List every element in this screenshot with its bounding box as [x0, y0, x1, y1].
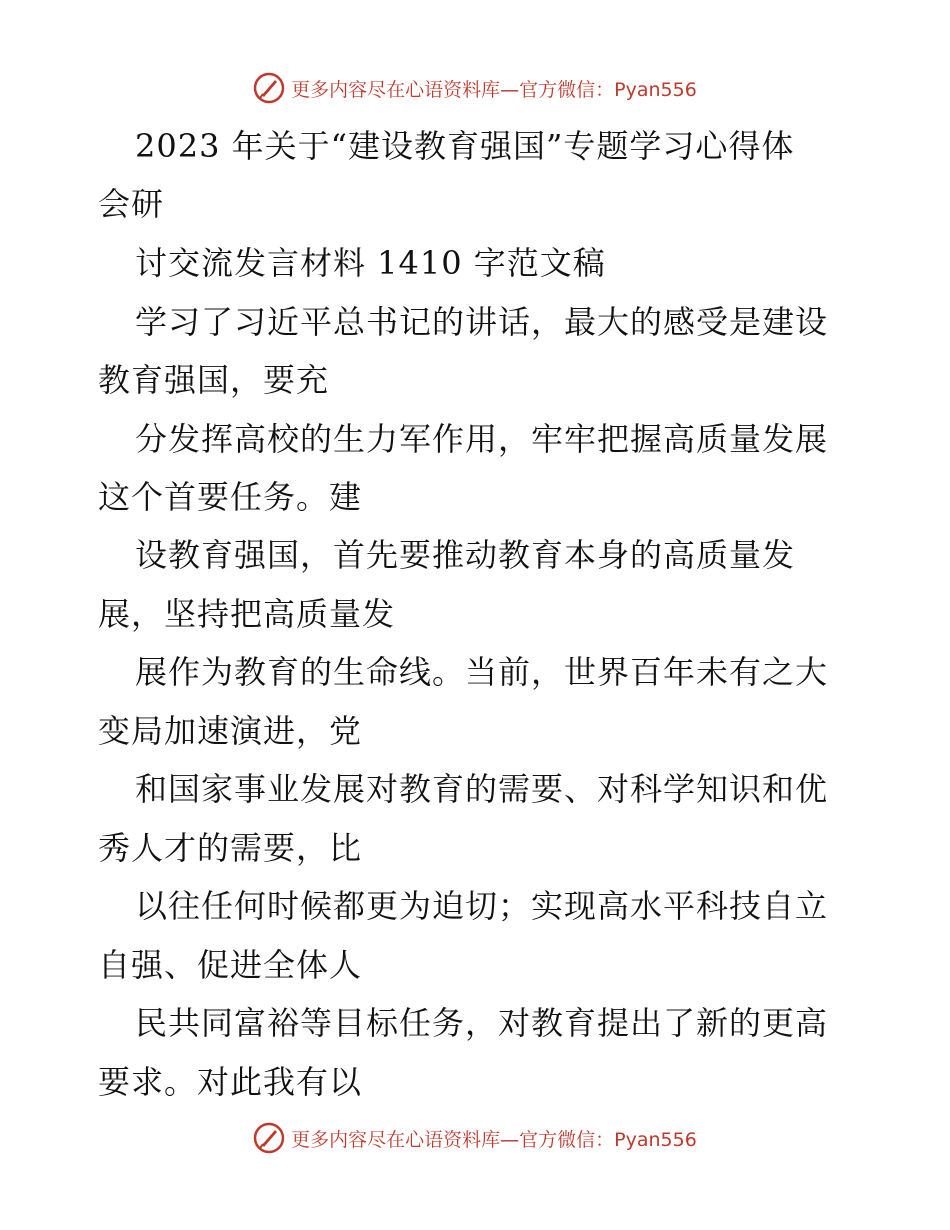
text-line: 和国家事业发展对教育的需要、对科学知识和优 [135, 770, 829, 808]
text-line: 学习了习近平总书记的讲话，最大的感受是建设 [135, 303, 829, 341]
text-line: 2023 年关于“建设教育强国”专题学习心得体 [135, 127, 795, 165]
banner-main: 更多内容尽在心语资料库 [291, 1128, 501, 1151]
text-line: 变局加速演进，党 [98, 712, 363, 750]
text-line: 这个首要任务。建 [98, 478, 363, 516]
header-watermark [0, 72, 950, 104]
text-line: 展作为教育的生命线。当前，世界百年未有之大 [135, 653, 829, 691]
quill-logo-icon [253, 72, 285, 104]
text-line: 讨交流发言材料 1410 字范文稿 [135, 244, 606, 282]
banner-main: 更多内容尽在心语资料库 [291, 78, 501, 101]
text-line: 设教育强国，首先要推动教育本身的高质量发 [135, 536, 796, 574]
text-line: 要求。对此我有以 [98, 1063, 363, 1101]
banner-wechat: 官方微信：Pyan556 [519, 78, 697, 101]
text-line: 民共同富裕等目标任务，对教育提出了新的更高 [135, 1004, 829, 1042]
text-line: 自强、促进全体人 [98, 946, 363, 984]
text-line: 会研 [98, 185, 165, 223]
text-line: 分发挥高校的生力军作用，牢牢把握高质量发展 [135, 420, 829, 458]
footer-watermark [0, 1122, 950, 1154]
text-line: 以往任何时候都更为迫切；实现高水平科技自立 [135, 887, 829, 925]
banner-wechat: 官方微信：Pyan556 [519, 1128, 697, 1151]
banner-separator: — [500, 1128, 520, 1151]
quill-logo-icon [253, 1122, 285, 1154]
text-line: 展，坚持把高质量发 [98, 595, 396, 633]
banner-separator: — [500, 78, 520, 101]
banner-text [291, 1125, 697, 1152]
banner-text [291, 75, 697, 102]
text-line: 教育强国，要充 [98, 361, 330, 399]
text-line: 秀人才的需要，比 [98, 829, 363, 867]
